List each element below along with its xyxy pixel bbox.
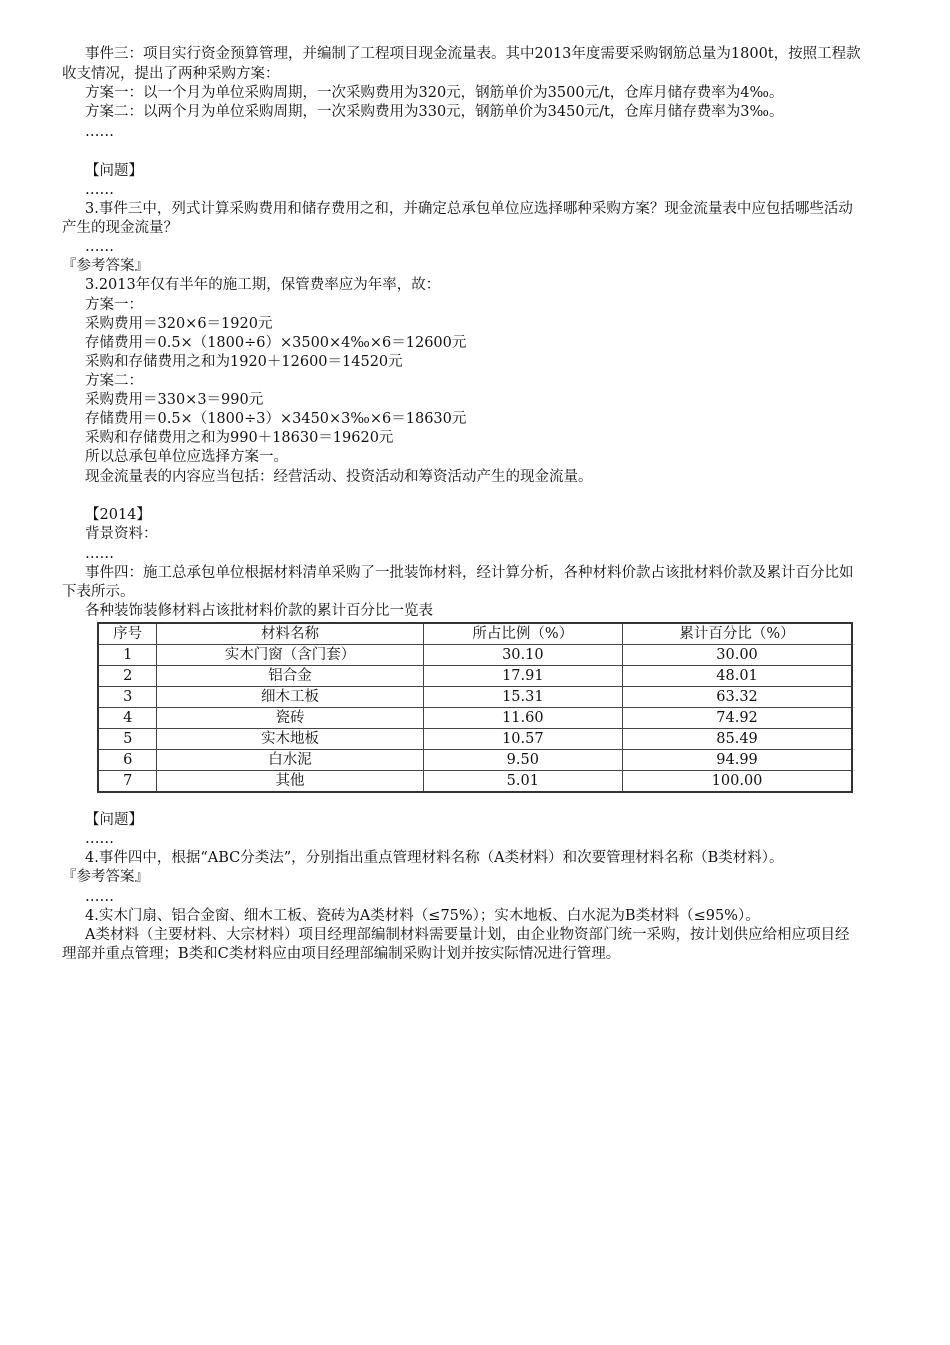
- plan1-total-cost: 采购和存储费用之和为1920＋12600＝14520元: [85, 354, 403, 370]
- event4-text: 事件四：施工总承包单位根据材料清单采购了一批装饰材料，经计算分析，各种材料价款占该批材料价款及累计百分比如: [85, 565, 854, 581]
- cell-proportion: 15.31: [423, 687, 622, 708]
- cell-seq: 6: [98, 750, 157, 771]
- table-row: [98, 645, 852, 666]
- cell-material-name: 其他: [157, 771, 423, 793]
- question-heading: 【问题】: [85, 163, 143, 179]
- table-row: [98, 708, 852, 729]
- event3-text: 事件三：项目实行资金预算管理，并编制了工程项目现金流量表。其中2013年度需要采购钢筋总量为1800t，按照工程款: [85, 46, 861, 62]
- table-row: [98, 771, 852, 793]
- header-seq: 序号: [98, 623, 157, 645]
- cell-seq: 1: [98, 645, 157, 666]
- cell-cumulative: 30.00: [623, 645, 852, 666]
- cell-material-name: 白水泥: [157, 750, 423, 771]
- ellipsis: ……: [85, 124, 114, 140]
- event3-text-cont: 收支情况，提出了两种采购方案：: [62, 66, 280, 82]
- plan2-purchase-cost: 采购费用＝330×3＝990元: [85, 392, 264, 408]
- table-row: [98, 687, 852, 708]
- cell-proportion: 9.50: [423, 750, 622, 771]
- header-cumulative: 累计百分比（%）: [623, 623, 852, 645]
- question3-text: 3.事件三中，列式计算采购费用和储存费用之和，并确定总承包单位应选择哪种采购方案？现金流量表中应包括哪些活动: [85, 201, 853, 217]
- ellipsis: ……: [85, 889, 114, 905]
- ellipsis: ……: [85, 239, 114, 255]
- header-proportion: 所占比例（%）: [423, 623, 622, 645]
- ellipsis: ……: [85, 831, 114, 847]
- cell-cumulative: 100.00: [623, 771, 852, 793]
- note-text-cont: 理部并重点管理；B类和C类材料应由项目经理部编制采购计划并按实际情况进行管理。: [62, 946, 621, 962]
- header-material-name: 材料名称: [157, 623, 423, 645]
- cell-proportion: 5.01: [423, 771, 622, 793]
- cell-material-name: 实木门窗（含门套）: [157, 645, 423, 666]
- cell-material-name: 瓷砖: [157, 708, 423, 729]
- cell-material-name: 实木地板: [157, 729, 423, 750]
- cell-cumulative: 48.01: [623, 666, 852, 687]
- year-heading: 【2014】: [85, 507, 151, 523]
- answer4-text: 4.实木门扇、铝合金窗、细木工板、瓷砖为A类材料（≤75%）；实木地板、白水泥为B类材料（≤95%）。: [85, 908, 760, 924]
- ellipsis: ……: [85, 182, 114, 198]
- plan1-storage-cost: 存储费用＝0.5×（1800÷6）×3500×4‰×6＝12600元: [85, 335, 467, 351]
- cell-proportion: 17.91: [423, 666, 622, 687]
- plan1-label: 方案一：: [85, 297, 143, 313]
- cell-material-name: 细木工板: [157, 687, 423, 708]
- table-row: [98, 666, 852, 687]
- event4-text-cont: 下表所示。: [62, 584, 135, 600]
- cell-cumulative: 74.92: [623, 708, 852, 729]
- plan2-storage-cost: 存储费用＝0.5×（1800÷3）×3450×3‰×6＝18630元: [85, 411, 467, 427]
- question4-text: 4.事件四中，根据“ABC分类法”，分别指出重点管理材料名称（A类材料）和次要管理材料名称（B类材料）。: [85, 850, 784, 866]
- background-label: 背景资料：: [85, 526, 158, 542]
- question-heading: 【问题】: [85, 812, 143, 828]
- ellipsis: ……: [85, 546, 114, 562]
- cashflow-text: 现金流量表的内容应当包括：经营活动、投资活动和筹资活动产生的现金流量。: [85, 469, 593, 485]
- cell-material-name: 铝合金: [157, 666, 423, 687]
- plan1-text: 方案一：以一个月为单位采购周期，一次采购费用为320元，钢筋单价为3500元/t，仓库月储存费率为4‰。: [85, 85, 784, 101]
- cell-proportion: 10.57: [423, 729, 622, 750]
- note-text: A类材料（主要材料、大宗材料）项目经理部编制材料需要量计划，由企业物资部门统一采购，按计划供应给相应项目经: [85, 927, 850, 943]
- answer-heading: 『参考答案』: [62, 258, 149, 274]
- plan2-total-cost: 采购和存储费用之和为990＋18630＝19620元: [85, 430, 394, 446]
- cell-seq: 3: [98, 687, 157, 708]
- cell-seq: 4: [98, 708, 157, 729]
- cell-cumulative: 85.49: [623, 729, 852, 750]
- answer3-intro: 3.2013年仅有半年的施工期，保管费率应为年率，故：: [85, 277, 441, 293]
- materials-table: [97, 622, 853, 793]
- cell-seq: 7: [98, 771, 157, 793]
- plan2-label: 方案二：: [85, 373, 143, 389]
- table-title: 各种装饰装修材料占该批材料价款的累计百分比一览表: [85, 603, 433, 619]
- question3-text-cont: 产生的现金流量？: [62, 220, 178, 236]
- plan2-text: 方案二：以两个月为单位采购周期，一次采购费用为330元，钢筋单价为3450元/t，仓库月储存费率为3‰。: [85, 104, 784, 120]
- table-row: [98, 750, 852, 771]
- cell-proportion: 11.60: [423, 708, 622, 729]
- plan1-purchase-cost: 采购费用＝320×6＝1920元: [85, 316, 273, 332]
- cell-cumulative: 63.32: [623, 687, 852, 708]
- table-row: [98, 729, 852, 750]
- conclusion-text: 所以总承包单位应选择方案一。: [85, 449, 288, 465]
- cell-seq: 2: [98, 666, 157, 687]
- answer-heading: 『参考答案』: [62, 869, 149, 885]
- table-header-row: [98, 623, 852, 645]
- cell-cumulative: 94.99: [623, 750, 852, 771]
- cell-proportion: 30.10: [423, 645, 622, 666]
- cell-seq: 5: [98, 729, 157, 750]
